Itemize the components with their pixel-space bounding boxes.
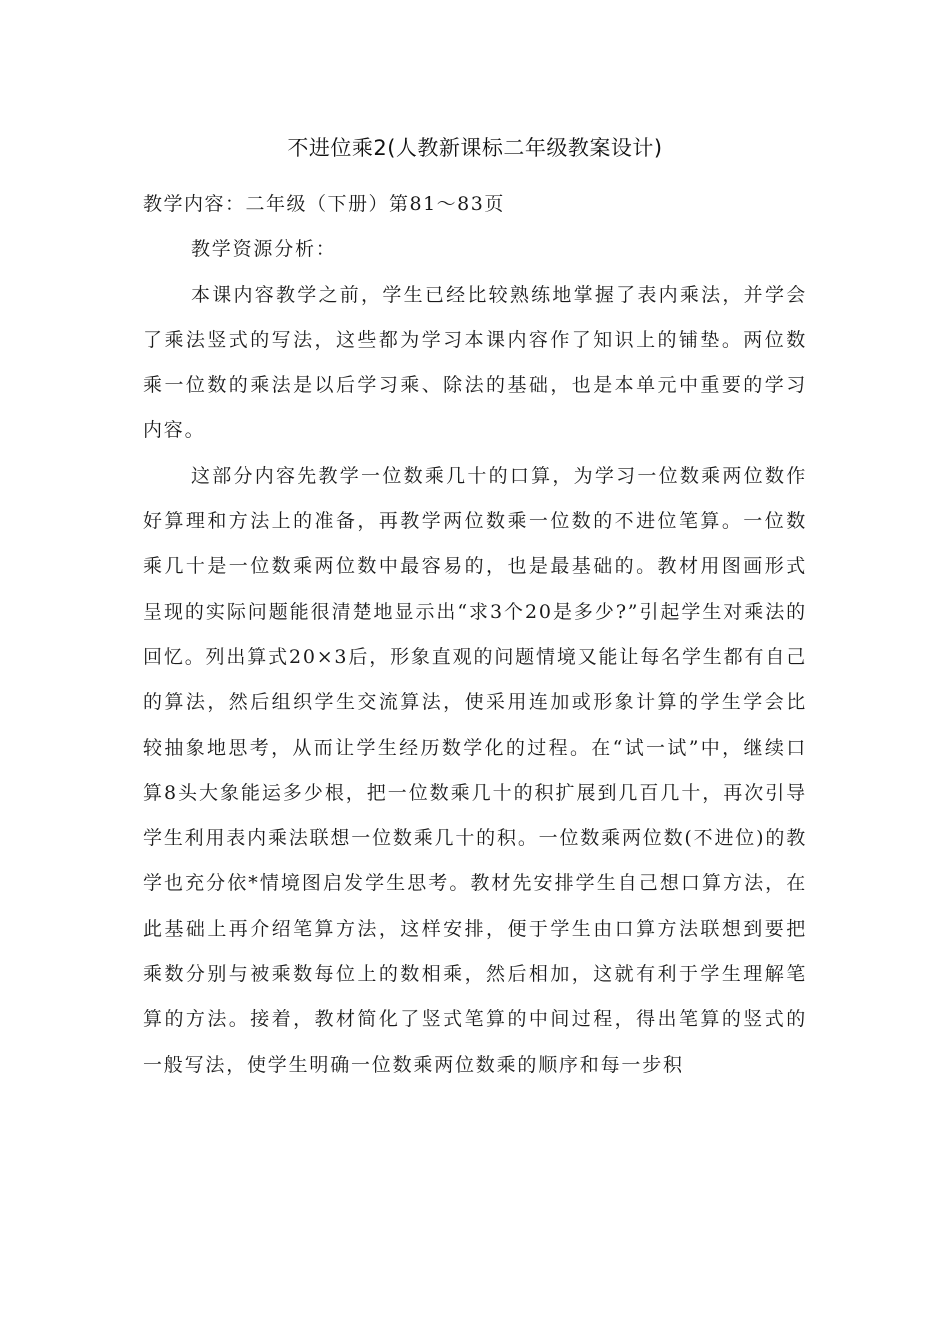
paragraph-2: 这部分内容先教学一位数乘几十的口算，为学习一位数乘两位数作好算理和方法上的准备，再教学两位数乘一位数的不进位笔算。一位数乘几十是一位数乘两位数中最容易的，也是最基础的。教材用图画形式呈现的实际问题能很清楚地显示出“求3个20是多少?”引起学生对乘法的回忆。列出算式20×3后，形象直观的问题情境又能让每名学生都有自己的算法，然后组织学生交流算法，使采用连加或形象计算的学生学会比较抽象地思考，从而让学生经历数学化的过程。在“试一试”中，继续口算8头大象能运多少根，把一位数乘几十的积扩展到几百几十，再次引导学生利用表内乘法联想一位数乘几十的积。一位数乘两位数(不进位)的教学也充分依*情境图启发学生思考。教材先安排学生自己想口算方法，在此基础上再介绍笔算方法，这样安排，便于学生由口算方法联想到要把乘数分别与被乘数每位上的数相乘，然后相加，这就有利于学生理解笔算的方法。接着，教材简化了竖式笔算的中间过程，得出笔算的竖式的一般写法，使学生明确一位数乘两位数乘的顺序和每一步积 [143,464,807,1076]
document-title: 不进位乘2(人教新课标二年级教案设计) [287,136,663,160]
teaching-content-line: 教学内容：二年级（下册）第81～83页 [143,193,505,215]
document-body [143,182,807,1088]
section-heading: 教学资源分析： [191,238,337,261]
paragraph-1: 本课内容教学之前，学生已经比较熟练地掌握了表内乘法，并学会了乘法竖式的写法，这些都为学习本课内容作了知识上的铺垫。两位数乘一位数的乘法是以后学习乘、除法的基础，也是本单元中重要的学习内容。 [143,283,807,442]
